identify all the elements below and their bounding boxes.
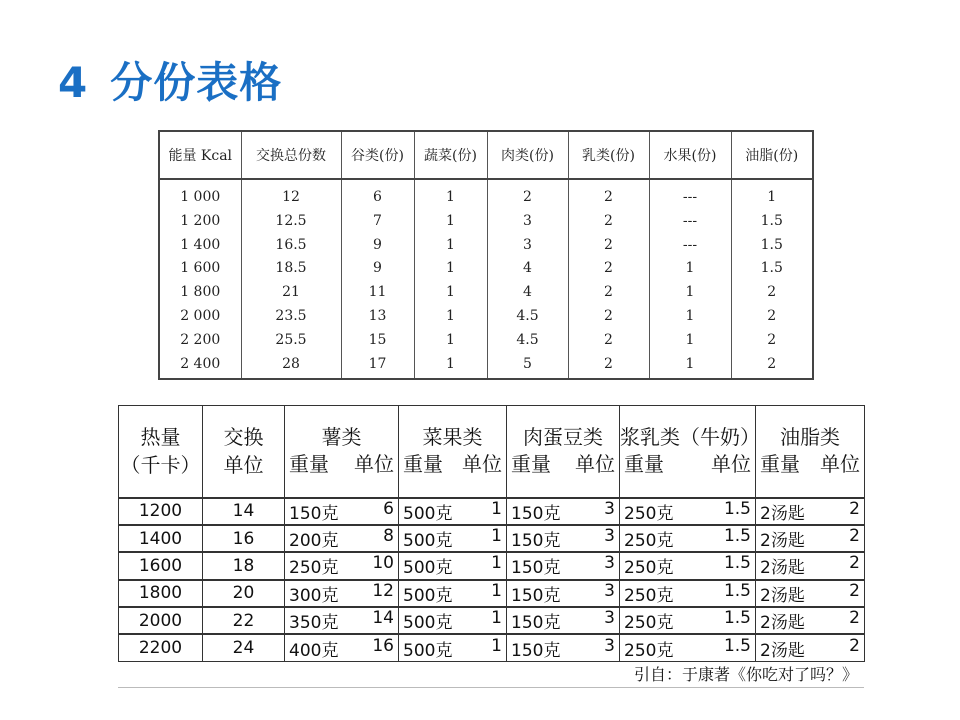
table1-cell: 2 (604, 260, 613, 277)
group-subheader (620, 451, 755, 478)
table2-cell: 3 (604, 635, 615, 656)
exchange-cell (203, 607, 285, 634)
table1-cell: 21 (282, 284, 300, 301)
table2-cell: 1 (491, 498, 502, 519)
weight-unit-pair (511, 526, 615, 551)
group-subheader (756, 451, 864, 478)
table2-cell: 1 (491, 526, 502, 547)
table2-cell: 150克 (511, 503, 561, 524)
weight-unit-pair (289, 499, 394, 524)
group-cell (285, 552, 399, 579)
table1-cell: 1 (446, 260, 455, 277)
column-total-servings (241, 179, 341, 379)
header-veg-fruit (399, 406, 507, 498)
header-meat-egg-bean (507, 406, 620, 498)
table2-cell: 1400 (138, 528, 183, 549)
table2-cell: 3 (604, 580, 615, 601)
table2-cell: 150克 (511, 531, 561, 552)
group-cell (399, 634, 507, 661)
table2-cell: 1.5 (723, 608, 751, 629)
group-cell (756, 552, 865, 579)
table1-cell: 2 (604, 284, 613, 301)
table2-cell: 12 (372, 580, 394, 601)
weight-unit-pair (760, 608, 860, 633)
group-cell (399, 525, 507, 552)
table1-cell: 25.5 (275, 331, 307, 348)
table1-cell: 18.5 (275, 260, 307, 277)
unit-label: 单位 (575, 452, 615, 477)
table1-cell: 2 000 (180, 307, 221, 324)
group-cell (399, 552, 507, 579)
table2-cell: 3 (604, 498, 615, 519)
table1-cell: 15 (368, 331, 387, 348)
exchange-unit-table (118, 405, 865, 662)
table2-cell: 250克 (624, 640, 674, 661)
weight-unit-pair (289, 553, 394, 578)
weight-unit-pair (403, 608, 502, 633)
table1-cell: 2 (604, 355, 613, 372)
header-oils (756, 406, 865, 498)
group-cell (756, 525, 865, 552)
group-cell (507, 580, 620, 607)
weight-unit-pair (403, 526, 502, 551)
header-exchange-units (203, 406, 285, 498)
weight-unit-pair (289, 608, 394, 633)
table2-cell: 2 (849, 608, 860, 629)
weight-unit-pair (511, 499, 615, 524)
table2-cell: 1.5 (723, 635, 751, 656)
heat-cell (119, 552, 203, 579)
table1-cell: --- (682, 189, 698, 205)
group-cell (285, 525, 399, 552)
table1-cell: 2 (523, 189, 532, 205)
weight-unit-pair (760, 526, 860, 551)
food-exchange-table (118, 405, 864, 689)
table1-cell: 1 400 (180, 236, 221, 253)
table1-cell: 3 (523, 212, 532, 229)
table-row (119, 634, 865, 661)
table2-cell: 18 (232, 555, 255, 576)
table2-cell: 500克 (403, 558, 453, 579)
table2-cell: 1.5 (723, 553, 751, 574)
group-cell (399, 607, 507, 634)
weight-unit-pair (760, 553, 860, 578)
table1-cell: 4 (523, 260, 532, 277)
table1-cell: 1 (685, 307, 695, 324)
weight-unit-pair (403, 636, 502, 661)
unit-label: 单位 (354, 452, 394, 477)
table1-cell: 1 (685, 284, 695, 301)
table1-cell: 2 400 (180, 355, 221, 372)
table1-cell: 1 (446, 307, 455, 324)
table1-cell: 28 (282, 355, 300, 372)
table2-cell: 1.5 (723, 498, 751, 519)
title-text: 分份表格 (110, 58, 283, 107)
table2-cell: 2汤匙 (760, 503, 805, 524)
table1-cell: 1 800 (180, 284, 221, 301)
table2-cell: 250克 (289, 558, 339, 579)
table2-cell: 500克 (403, 640, 453, 661)
table2-cell: 2000 (138, 610, 183, 631)
table1-cell: 2 (604, 212, 613, 229)
table2-cell: 1 (491, 580, 502, 601)
header-meat: 肉类(份) (487, 131, 568, 179)
table2-cell: 1.5 (723, 526, 751, 547)
table1-cell: 2 (767, 355, 777, 372)
group-label: 浆乳类（牛奶） (620, 425, 760, 450)
table1-cell: 5 (523, 355, 532, 372)
table1-cell: 1 (767, 189, 777, 205)
exchange-cell (203, 634, 285, 661)
header-total-servings: 交换总份数 (241, 131, 341, 179)
table2-cell: 250克 (624, 558, 674, 579)
group-cell (285, 634, 399, 661)
weight-label: 重量 (511, 452, 551, 477)
weight-unit-pair (624, 608, 751, 633)
table2-cell: 1200 (138, 501, 183, 522)
table2-cell: 2汤匙 (760, 613, 805, 634)
group-label: 肉蛋豆类 (523, 425, 603, 450)
title-number: 4 (58, 58, 89, 107)
table1-cell: 2 (604, 236, 613, 253)
table1-cell: 23.5 (275, 307, 307, 324)
table2-cell: 150克 (289, 503, 339, 524)
weight-unit-pair (511, 608, 615, 633)
column-meat (487, 179, 568, 379)
weight-unit-pair (624, 636, 751, 661)
heat-cell (119, 525, 203, 552)
table2-cell: 2 (849, 553, 860, 574)
table1-cell: 2 (767, 284, 777, 301)
group-cell (285, 607, 399, 634)
table1-cell: 2 200 (180, 331, 221, 348)
table2-cell: 14 (372, 608, 394, 629)
unit-label: 单位 (711, 452, 751, 477)
table2-cell: 500克 (403, 531, 453, 552)
table2-cell: 16 (372, 635, 394, 656)
table2-cell: 150克 (511, 585, 561, 606)
table2-cell: 2200 (138, 638, 183, 659)
column-oil (731, 179, 813, 379)
header-milk (620, 406, 760, 498)
table1-cell: --- (682, 212, 698, 229)
weight-unit-pair (511, 581, 615, 606)
weight-unit-pair (760, 581, 860, 606)
exchange-table-body (119, 498, 865, 662)
weight-unit-pair (624, 581, 751, 606)
table2-cell: 14 (232, 501, 255, 522)
table2-cell: 2汤匙 (760, 585, 805, 606)
table2-cell: 22 (232, 610, 255, 631)
group-cell (507, 634, 620, 661)
table2-cell: 400克 (289, 640, 339, 661)
table2-cell: 250克 (624, 613, 674, 634)
group-cell (620, 634, 756, 661)
table2-cell: 1.5 (723, 580, 751, 601)
column-energy (159, 179, 241, 379)
table2-cell: 24 (232, 638, 255, 659)
table1-cell: 2 (604, 331, 613, 348)
table2-cell: 350克 (289, 613, 339, 634)
column-fruit (649, 179, 731, 379)
header-grains: 谷类(份) (341, 131, 414, 179)
energy-table-header-row (159, 131, 813, 179)
unit-label: 单位 (462, 452, 502, 477)
table1-cell: 4.5 (516, 331, 539, 348)
table2-cell: 500克 (403, 503, 453, 524)
table2-cell: 500克 (403, 613, 453, 634)
exchange-table-header-row (119, 406, 865, 498)
table2-cell: 150克 (511, 640, 561, 661)
table1-cell: 1 000 (180, 189, 221, 205)
group-cell (620, 498, 756, 525)
group-cell (756, 634, 865, 661)
table-bottom-rule (118, 687, 864, 688)
weight-unit-pair (511, 553, 615, 578)
table2-cell: 150克 (511, 558, 561, 579)
table1-cell: 2 (767, 331, 777, 348)
table1-cell: 1.5 (760, 236, 783, 253)
table1-cell: 1 (446, 284, 455, 301)
group-cell (399, 498, 507, 525)
table2-cell: 2 (849, 580, 860, 601)
table1-cell: 6 (373, 189, 382, 205)
group-label: 油脂类 (780, 425, 840, 450)
weight-unit-pair (289, 636, 394, 661)
table1-cell: 9 (373, 260, 382, 277)
table1-cell: 1 200 (180, 212, 221, 229)
group-cell (756, 580, 865, 607)
table2-cell: 6 (383, 498, 394, 519)
table2-cell: 3 (604, 608, 615, 629)
group-cell (507, 525, 620, 552)
table2-cell: 2 (849, 526, 860, 547)
group-cell (620, 607, 756, 634)
table1-cell: 11 (368, 284, 387, 301)
heat-cell (119, 580, 203, 607)
weight-label: 重量 (289, 452, 329, 477)
header-heat-line1: 热量 (140, 425, 181, 450)
table1-cell: 13 (368, 307, 387, 324)
weight-label: 重量 (624, 452, 664, 477)
table2-cell: 2 (849, 635, 860, 656)
group-cell (756, 607, 865, 634)
table1-cell: 16.5 (275, 236, 307, 253)
weight-unit-pair (624, 553, 751, 578)
table2-cell: 300克 (289, 585, 339, 606)
energy-exchange-table (158, 130, 812, 380)
group-cell (507, 607, 620, 634)
group-label: 菜果类 (422, 425, 483, 450)
table1-cell: 1.5 (760, 212, 783, 229)
exchange-cell (203, 498, 285, 525)
weight-unit-pair (403, 553, 502, 578)
table2-cell: 150克 (511, 613, 561, 634)
table2-cell: 1 (491, 635, 502, 656)
table2-cell: 1 (491, 608, 502, 629)
table1-cell: 9 (373, 236, 382, 253)
header-tubers (285, 406, 399, 498)
group-cell (507, 498, 620, 525)
table2-cell: 2 (849, 498, 860, 519)
group-cell (399, 580, 507, 607)
column-dairy (568, 179, 649, 379)
exchange-cell (203, 580, 285, 607)
weight-unit-pair (511, 636, 615, 661)
table1-cell: 3 (523, 236, 532, 253)
weight-label: 重量 (760, 452, 800, 477)
table1-cell: 1 (685, 260, 695, 277)
group-cell (620, 552, 756, 579)
table-row (119, 607, 865, 634)
header-exchange-line2: 单位 (223, 453, 264, 478)
column-grains (341, 179, 414, 379)
header-vegetables: 蔬菜(份) (414, 131, 487, 179)
table1-cell: 1 (446, 189, 455, 205)
citation: 引自：于康著《你吃对了吗？》 (633, 665, 858, 684)
table1-cell: 1 (446, 355, 455, 372)
table1-cell: 1 600 (180, 260, 221, 277)
table2-cell: 1600 (138, 555, 183, 576)
table-row (119, 580, 865, 607)
header-exchange-line1: 交换 (223, 425, 264, 450)
weight-unit-pair (760, 499, 860, 524)
header-energy: 能量 Kcal (159, 131, 241, 179)
group-cell (620, 580, 756, 607)
table1-cell: 1 (685, 355, 695, 372)
table1-cell: 2 (604, 189, 613, 205)
table1-cell: 1 (446, 236, 455, 253)
table2-cell: 20 (232, 583, 255, 604)
energy-table-body (159, 179, 813, 379)
heat-cell (119, 634, 203, 661)
table1-cell: 1.5 (760, 260, 783, 277)
weight-unit-pair (403, 499, 502, 524)
weight-unit-pair (760, 636, 860, 661)
table1-cell: 12 (282, 189, 300, 205)
table1-cell: 7 (373, 212, 382, 229)
table2-cell: 250克 (624, 503, 674, 524)
weight-label: 重量 (403, 452, 443, 477)
header-heat-line2: （千卡） (120, 453, 201, 478)
table2-cell: 16 (232, 528, 255, 549)
weight-unit-pair (403, 581, 502, 606)
group-subheader (399, 451, 506, 478)
unit-label: 单位 (820, 452, 860, 477)
table2-cell: 200克 (289, 531, 339, 552)
table1-cell: 1 (685, 331, 695, 348)
table2-cell: 3 (604, 526, 615, 547)
header-heat (119, 406, 203, 498)
group-cell (756, 498, 865, 525)
group-cell (285, 498, 399, 525)
exchange-cell (203, 525, 285, 552)
group-subheader (507, 451, 619, 478)
header-dairy: 乳类(份) (568, 131, 649, 179)
table2-cell: 10 (372, 553, 394, 574)
heat-cell (119, 607, 203, 634)
table1-cell: 1 (446, 331, 455, 348)
header-fruit: 水果(份) (649, 131, 731, 179)
table2-cell: 250克 (624, 585, 674, 606)
table2-cell: 500克 (403, 585, 453, 606)
column-vegetables (414, 179, 487, 379)
heat-cell (119, 498, 203, 525)
table-row (119, 552, 865, 579)
table2-cell: 8 (383, 526, 394, 547)
table-row (119, 525, 865, 552)
group-cell (507, 552, 620, 579)
table2-cell: 1800 (138, 583, 183, 604)
exchange-cell (203, 552, 285, 579)
table1-cell: --- (682, 236, 698, 253)
table2-cell: 3 (604, 553, 615, 574)
table2-cell: 250克 (624, 531, 674, 552)
table1-cell: 2 (604, 307, 613, 324)
table2-cell: 2汤匙 (760, 558, 805, 579)
table-row (119, 498, 865, 525)
group-subheader (285, 451, 398, 478)
weight-unit-pair (624, 526, 751, 551)
header-oil: 油脂(份) (731, 131, 813, 179)
table1-cell: 1 (446, 212, 455, 229)
group-cell (285, 580, 399, 607)
table1-cell: 17 (368, 355, 387, 372)
table2-cell: 2汤匙 (760, 531, 805, 552)
table2-cell: 1 (491, 553, 502, 574)
group-cell (620, 525, 756, 552)
energy-table (158, 130, 814, 380)
table1-cell: 4.5 (516, 307, 539, 324)
table1-cell: 2 (767, 307, 777, 324)
slide-title (58, 50, 282, 110)
table2-cell: 2汤匙 (760, 640, 805, 661)
weight-unit-pair (289, 581, 394, 606)
group-label: 薯类 (321, 425, 362, 450)
table1-cell: 4 (523, 284, 532, 301)
table1-cell: 12.5 (275, 212, 307, 229)
weight-unit-pair (624, 499, 751, 524)
weight-unit-pair (289, 526, 394, 551)
